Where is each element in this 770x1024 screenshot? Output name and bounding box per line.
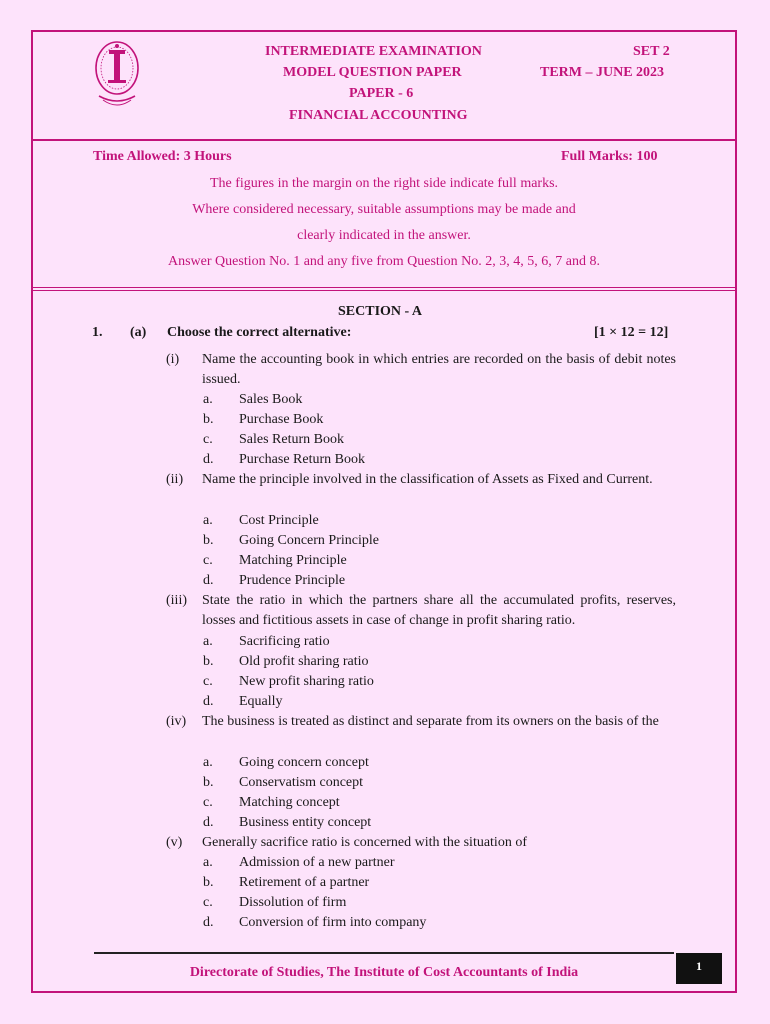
sub-question-number: (iv)	[166, 714, 187, 729]
option-letter: a.	[203, 513, 213, 528]
sub-question-number: (iii)	[166, 593, 187, 608]
option-text: Conservatism concept	[239, 775, 364, 790]
set-label: SET 2	[633, 44, 670, 59]
option-text: Business entity concept	[239, 815, 372, 830]
option-text: Conversion of firm into company	[239, 915, 427, 930]
question-marks: [1 × 12 = 12]	[594, 325, 669, 340]
exam-info	[33, 139, 735, 291]
paper-type: MODEL QUESTION PAPER	[283, 65, 462, 80]
option-letter: b.	[203, 875, 214, 890]
instruction-line: Where considered necessary, suitable assumptions may be made and	[192, 202, 576, 217]
option-letter: b.	[203, 775, 214, 790]
option-text: Purchase Return Book	[239, 452, 365, 467]
instruction-line: The figures in the margin on the right side indicate full marks.	[209, 176, 559, 191]
option-text: Going Concern Principle	[239, 533, 379, 548]
full-marks: Full Marks: 100	[561, 149, 658, 164]
question-part: (a)	[130, 325, 147, 340]
sub-question-text: The business is treated as distinct and separate from its owners on the basis of the	[202, 714, 659, 729]
option-letter: c.	[203, 553, 213, 568]
option-text: Sacrificing ratio	[239, 634, 330, 649]
option-text: Matching concept	[239, 795, 340, 810]
instruction-line: clearly indicated in the answer.	[297, 228, 471, 243]
question-number: 1.	[92, 325, 103, 340]
option-letter: b.	[203, 654, 214, 669]
sub-question-text: State the ratio in which the partners share all the accumulated profits, reserves, losses and fictitious assets in case of change in profit sharing ratio.	[202, 593, 676, 628]
option-text: New profit sharing ratio	[239, 674, 374, 689]
sub-question-number: (ii)	[166, 472, 184, 487]
question-prompt: Choose the correct alternative:	[167, 325, 352, 340]
option-letter: c.	[203, 895, 213, 910]
option-text: Old profit sharing ratio	[239, 654, 369, 669]
footer-organization: Directorate of Studies, The Institute of Cost Accountants of India	[189, 965, 579, 980]
option-letter: d.	[203, 573, 214, 588]
option-text: Retirement of a partner	[239, 875, 370, 890]
option-letter: a.	[203, 755, 213, 770]
instruction-line: Answer Question No. 1 and any five from Question No. 2, 3, 4, 5, 6, 7 and 8.	[168, 254, 600, 269]
option-text: Matching Principle	[239, 553, 347, 568]
sub-question-number: (i)	[166, 352, 180, 367]
footer-rule	[94, 952, 674, 954]
option-text: Prudence Principle	[239, 573, 346, 588]
option-letter: b.	[203, 412, 214, 427]
paper-number: PAPER - 6	[349, 86, 414, 101]
sub-question-number: (v)	[166, 835, 183, 850]
time-allowed: Time Allowed: 3 Hours	[93, 149, 232, 164]
section-title: SECTION - A	[338, 304, 423, 319]
option-text: Sales Return Book	[239, 432, 344, 447]
sub-question-text: Generally sacrifice ratio is concerned with the situation of	[202, 835, 527, 850]
option-letter: a.	[203, 392, 213, 407]
option-text: Purchase Book	[239, 412, 324, 427]
exam-title: INTERMEDIATE EXAMINATION	[265, 44, 482, 59]
option-letter: c.	[203, 795, 213, 810]
term-label: TERM – JUNE 2023	[540, 65, 665, 80]
page-number: 1	[676, 953, 722, 984]
subject-title: FINANCIAL ACCOUNTING	[289, 108, 468, 123]
option-text: Admission of a new partner	[239, 855, 395, 870]
option-text: Dissolution of firm	[239, 895, 347, 910]
option-text: Sales Book	[239, 392, 303, 407]
institute-logo-icon	[91, 38, 143, 110]
sub-question-text: Name the principle involved in the classification of Assets as Fixed and Current.	[202, 472, 653, 487]
option-letter: d.	[203, 915, 214, 930]
sub-question-text: Name the accounting book in which entries are recorded on the basis of debit notes issued.	[202, 352, 676, 387]
option-letter: d.	[203, 452, 214, 467]
option-text: Cost Principle	[239, 513, 319, 528]
option-letter: d.	[203, 694, 214, 709]
option-letter: c.	[203, 432, 213, 447]
option-letter: d.	[203, 815, 214, 830]
option-letter: a.	[203, 634, 213, 649]
option-letter: a.	[203, 855, 213, 870]
option-letter: c.	[203, 674, 213, 689]
option-letter: b.	[203, 533, 214, 548]
option-text: Equally	[239, 694, 283, 709]
option-text: Going concern concept	[239, 755, 369, 770]
header	[33, 32, 735, 141]
